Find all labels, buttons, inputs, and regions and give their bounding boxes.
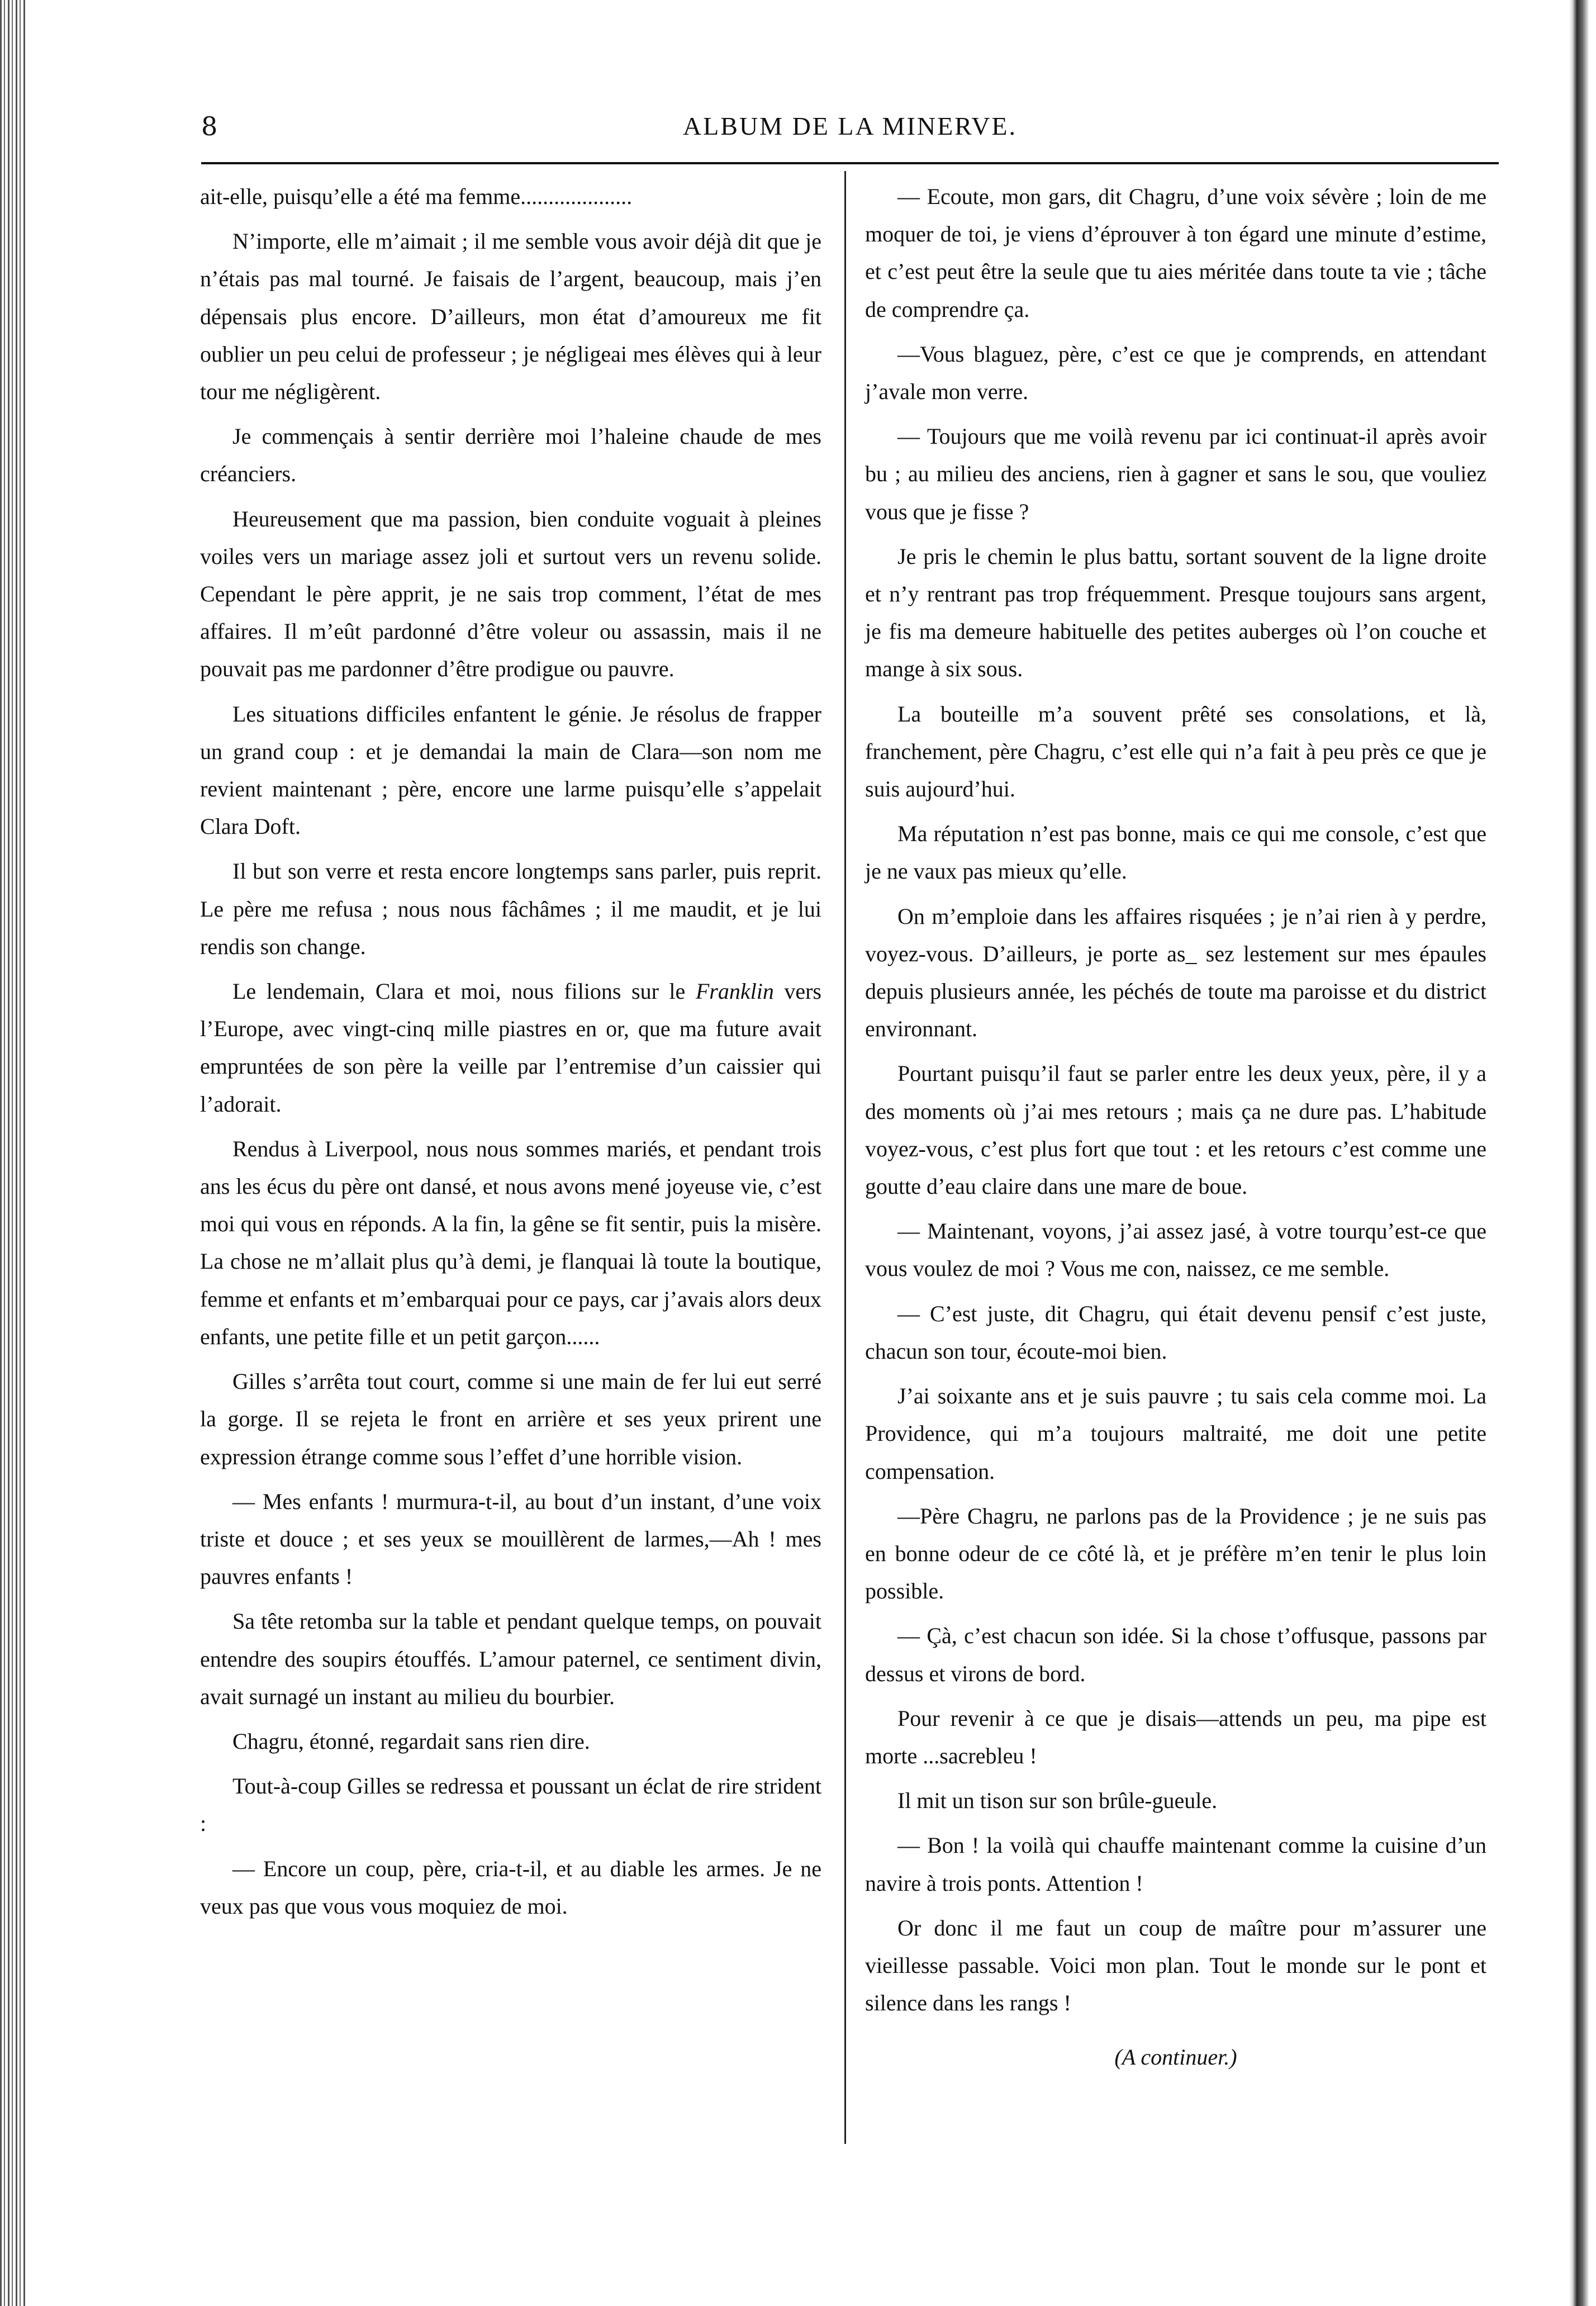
paragraph: — C’est juste, dit Chagru, qui était devenu pensif c’est juste, chacun son tour, écoute-moi bien. xyxy=(865,1301,1486,1364)
paragraph: N’importe, elle m’aimait ; il me semble vous avoir déjà dit que je n’étais pas mal tourné. Je faisais de l’argent, beaucoup, mais j’en dépensais plus encore. D’ailleurs, mon état d’amoureux me fit oublier un peu celui de professeur ; je négligeai mes élèves qui à leur tour me négligèrent. xyxy=(200,229,821,405)
paragraph: —Père Chagru, ne parlons pas de la Providence ; je ne suis pas en bonne odeur de ce côté là, et je préfère m’en tenir le plus loin possible. xyxy=(865,1503,1486,1604)
paragraph: Heureusement que ma passion, bien conduite voguait à pleines voiles vers un mariage assez joli et surtout vers un revenu solide. Cependant le père apprit, je ne sais trop comment, l’état de mes affaires. Il m’eût pardonné d’être voleur ou assassin, mais il ne pouvait pas me pardonner d’être prodigue ou pauvre. xyxy=(200,506,821,682)
paragraph: Il mit un tison sur son brûle-gueule. xyxy=(897,1788,1218,1814)
ship-name: Franklin xyxy=(695,979,774,1004)
paragraph: — Encore un coup, père, cria-t-il, et au diable les armes. Je ne veux pas que vous vous moquiez de moi. xyxy=(200,1856,821,1919)
paragraph: Tout-à-coup Gilles se redressa et poussant un éclat de rire strident : xyxy=(200,1773,821,1837)
left-column xyxy=(200,178,821,1932)
paragraph: Les situations difficiles enfantent le génie. Je résolus de frapper un grand coup : et je demandai la main de Clara—son nom me revient maintenant ; père, encore une larme puisqu’elle s’appelait Clara Doft. xyxy=(200,701,821,839)
paragraph: ait-elle, puisqu’elle a été ma femme.................... xyxy=(200,184,633,209)
text-run: vers l’Europe, avec vingt-cinq mille piastres en or, que ma future avait empruntées de son père la veille par l’entremise d’un caissier qui l’adorait. xyxy=(200,979,821,1117)
paragraph: Or donc il me faut un coup de maître pour m’assurer une vieillesse passable. Voici mon plan. Tout le monde sur le pont et silence dans les rangs ! xyxy=(865,1915,1486,2016)
paragraph: J’ai soixante ans et je suis pauvre ; tu sais cela comme moi. La Providence, qui m’a toujours maltraité, me doit une petite compensation. xyxy=(865,1383,1486,1484)
paragraph: — Ecoute, mon gars, dit Chagru, d’une voix sévère ; loin de me moquer de toi, je viens d’éprouver à ton égard une minute d’estime, et c’est peut être la seule que tu aies méritée dans toute ta vie ; tâche de comprendre ça. xyxy=(865,184,1486,322)
paragraph: On m’emploie dans les affaires risquées ; je n’ai rien à y perdre, voyez-vous. D’ailleurs, je porte as_ sez lestement sur mes épaules depuis plusieurs année, les péchés de toute ma paroisse et du district environnant. xyxy=(865,903,1486,1042)
paragraph: Pour revenir à ce que je disais—attends un peu, ma pipe est morte ...sacrebleu ! xyxy=(865,1705,1486,1768)
paragraph: Pourtant puisqu’il faut se parler entre les deux yeux, père, il y a des moments où j’ai mes retours ; mais ça ne dure pas. L’habitude voyez-vous, c’est plus fort que tout : et les retours c’est comme une goutte d’eau claire dans une mare de boue. xyxy=(865,1061,1486,1199)
paragraph: —Vous blaguez, père, c’est ce que je comprends, en attendant j’avale mon verre. xyxy=(865,341,1486,405)
paragraph: Je pris le chemin le plus battu, sortant souvent de la ligne droite et n’y rentrant pas trop fréquemment. Presque toujours sans argent, je fis ma demeure habituelle des petites auberges où l’on couche et mange à six sous. xyxy=(865,543,1486,682)
scanned-page-edge-right xyxy=(1548,0,1596,2306)
paragraph: Sa tête retomba sur la table et pendant quelque temps, on pouvait entendre des soupirs étouffés. L’amour paternel, ce sentiment divin, avait surnagé un instant au milieu du bourbier. xyxy=(200,1608,821,1709)
paragraph: Il but son verre et resta encore longtemps sans parler, puis reprit. Le père me refusa ; nous nous fâchâmes ; il me maudit, et je lui rendis son change. xyxy=(200,858,821,959)
paragraph: — Toujours que me voilà revenu par ici continuat-il après avoir bu ; au milieu des anciens, rien à gagner et sans le sou, que vouliez vous que je fisse ? xyxy=(865,424,1486,524)
paragraph: La bouteille m’a souvent prêté ses consolations, et là, franchement, père Chagru, c’est elle qui n’a fait à peu près ce que je suis aujourd’hui. xyxy=(865,701,1486,802)
paragraph: Gilles s’arrêta tout court, comme si une main de fer lui eut serré la gorge. Il se rejeta le front en arrière et ses yeux prirent une expression étrange comme sous l’effet d’une horrible vision. xyxy=(200,1369,821,1469)
text-run: Le lendemain, Clara et moi, nous filions sur le xyxy=(232,979,686,1004)
paragraph: Rendus à Liverpool, nous nous sommes mariés, et pendant trois ans les écus du père ont dansé, et nous avons mené joyeuse vie, c’est moi qui vous en réponds. A la fin, la gêne se fit sentir, puis la misère. La chose ne m’allait plus qu’à demi, je flanquai là toute la boutique, femme et enfants et m’embarquai pour ce pays, car j’avais alors deux enfants, une petite fille et un petit garçon...... xyxy=(200,1136,821,1349)
scanned-page-edge-left xyxy=(0,0,27,2306)
continuation-note xyxy=(865,2038,1486,2076)
paragraph: — Maintenant, voyons, j’ai assez jasé, à votre tourqu’est-ce que vous voulez de moi ? Vous me con, naissez, ce me semble. xyxy=(865,1218,1486,1282)
paragraph: Je commençais à sentir derrière moi l’haleine chaude de mes créanciers. xyxy=(200,424,821,487)
right-column xyxy=(865,178,1486,2084)
paragraph: — Çà, c’est chacun son idée. Si la chose t’offusque, passons par dessus et virons de bord. xyxy=(865,1623,1486,1686)
continuation-text: (A continuer.) xyxy=(1114,2044,1237,2070)
paragraph: Ma réputation n’est pas bonne, mais ce qui me console, c’est que je ne vaux pas mieux qu’elle. xyxy=(865,821,1486,884)
paragraph: Chagru, étonné, regardait sans rien dire. xyxy=(232,1728,590,1754)
running-title: ALBUM DE LA MINERVE. xyxy=(682,112,1018,140)
column-divider xyxy=(844,171,846,2144)
paragraph: — Bon ! la voilà qui chauffe maintenant comme la cuisine d’un navire à trois ponts. Attention ! xyxy=(865,1833,1486,1896)
paragraph: — Mes enfants ! murmura-t-il, au bout d’un instant, d’une voix triste et douce ; et ses yeux se mouillèrent de larmes,—Ah ! mes pauvres enfants ! xyxy=(200,1488,821,1589)
paragraph-franklin xyxy=(200,972,821,1123)
header-rule xyxy=(201,162,1499,164)
page-header xyxy=(201,110,1499,149)
page-number: 8 xyxy=(201,111,218,141)
